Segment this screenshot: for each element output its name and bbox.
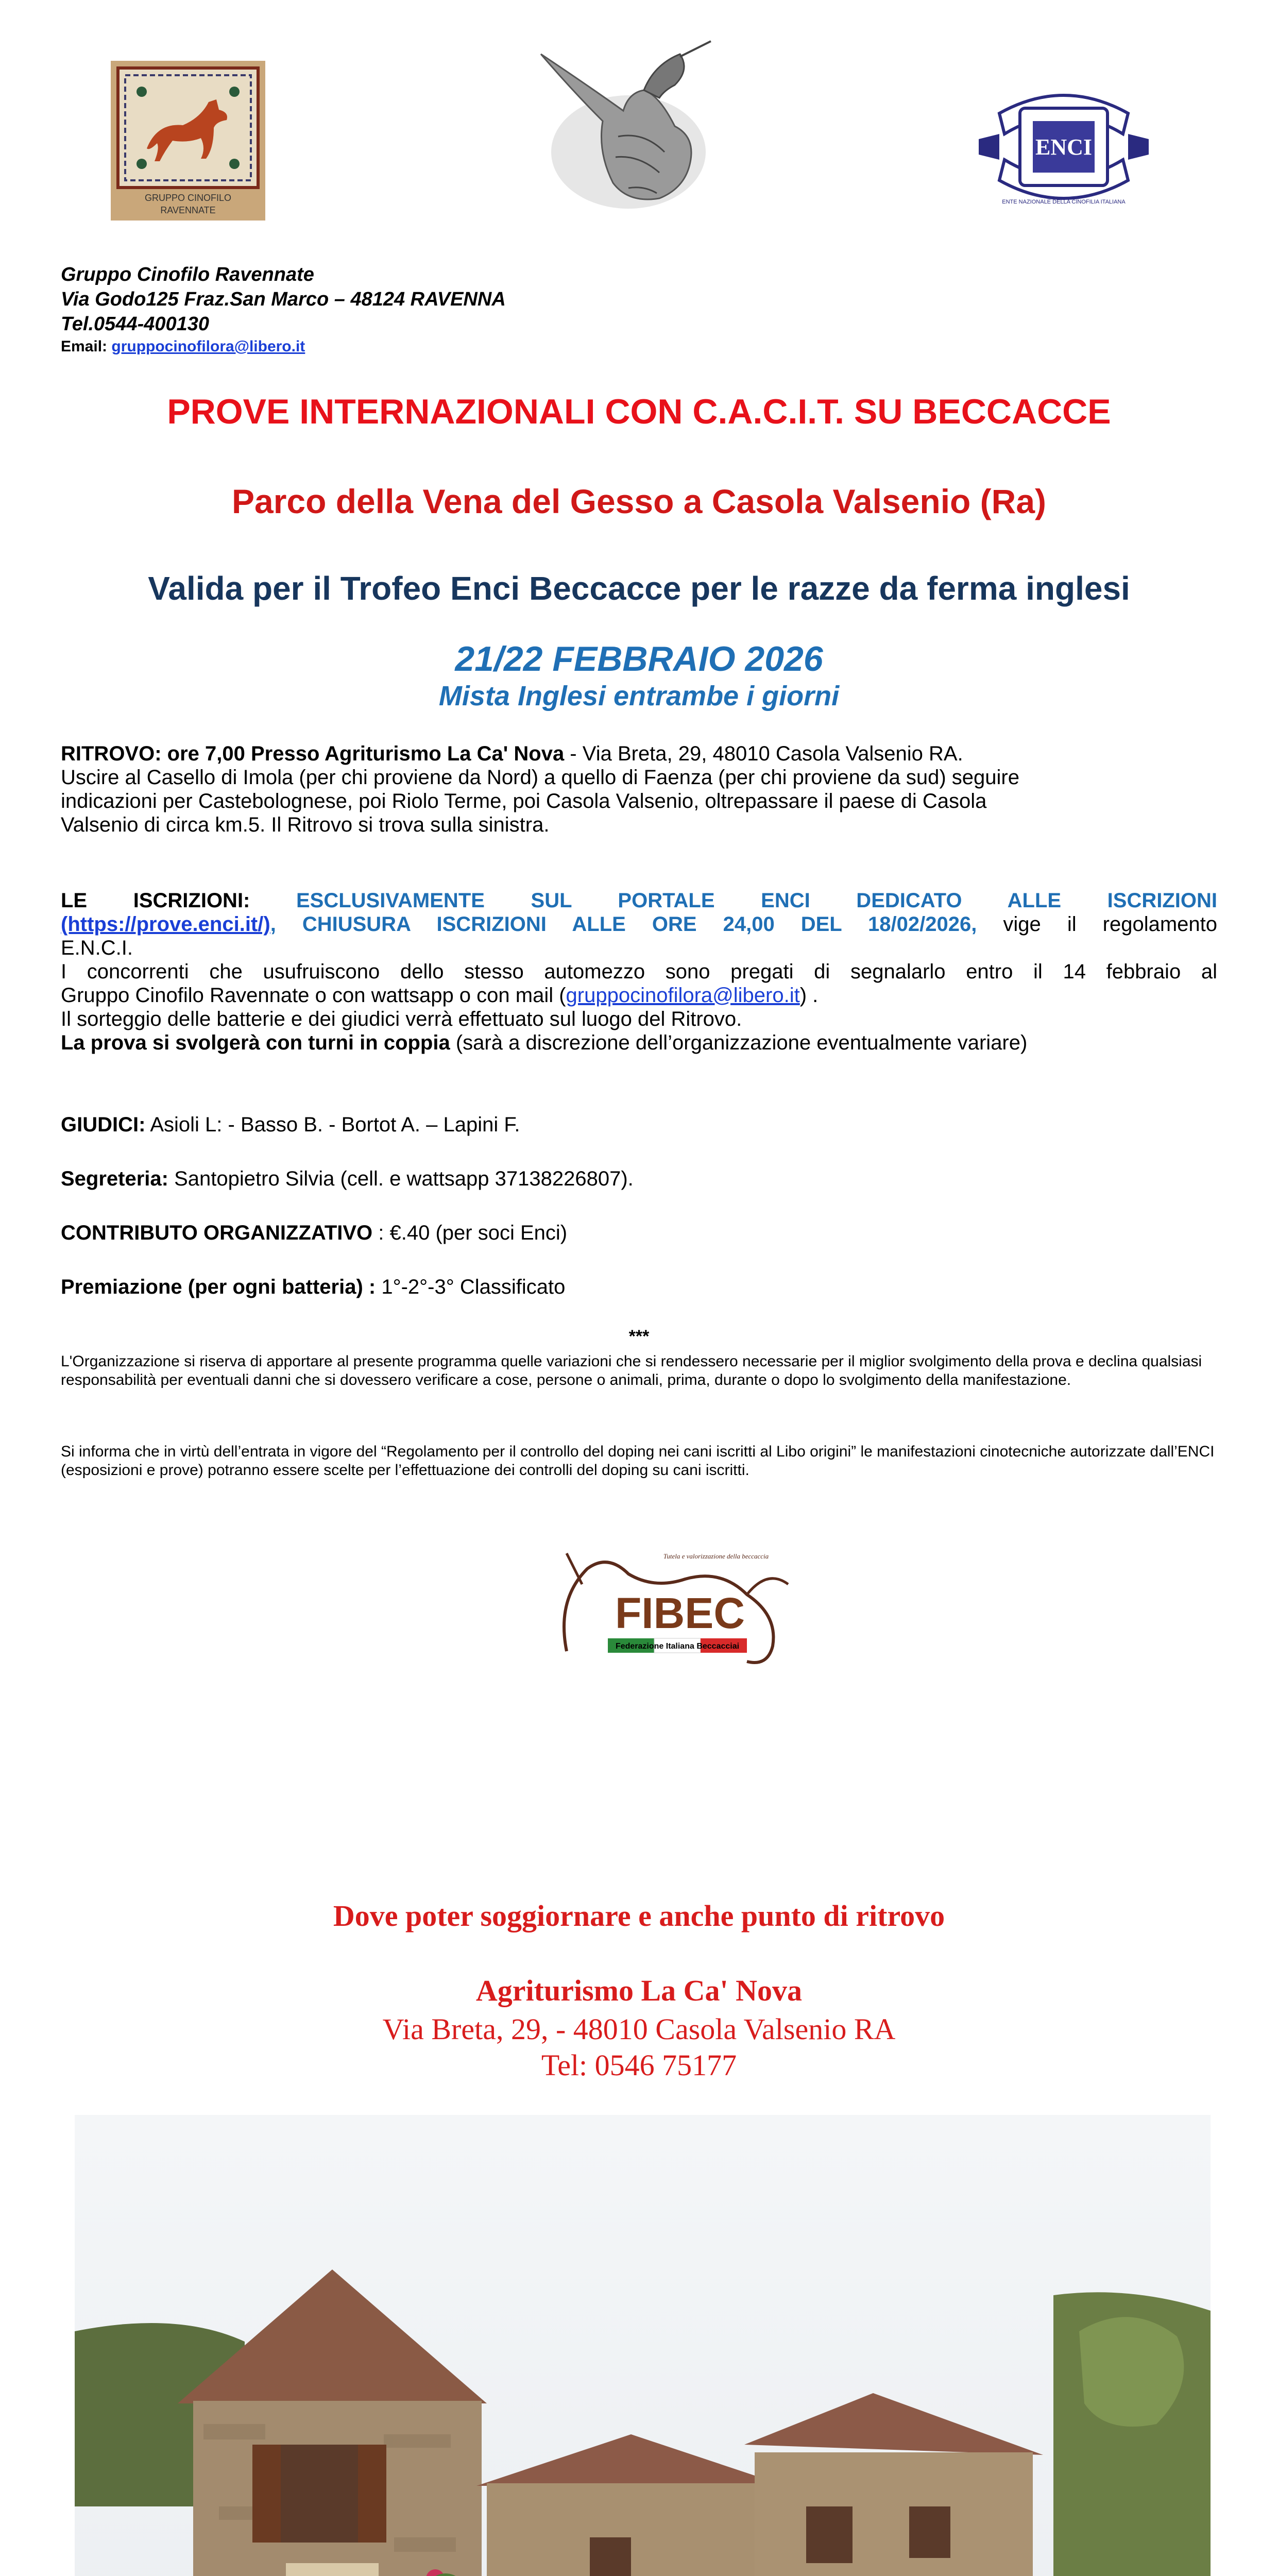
premiazione-value: 1°-2°-3° Classificato <box>376 1276 566 1298</box>
stay-address: Via Breta, 29, - 48010 Casola Valsenio RA <box>382 2012 896 2046</box>
event-title: PROVE INTERNAZIONALI CON C.A.C.I.T. SU BECCACCE <box>167 392 1111 431</box>
event-date-sub: Mista Inglesi entrambe i giorni <box>438 681 840 711</box>
location-title: Parco della Vena del Gesso a Casola Valsenio (Ra) <box>231 482 1047 520</box>
org-tel: Tel.0544-400130 <box>61 313 210 335</box>
stay-tel: Tel: 0546 75177 <box>541 2048 737 2082</box>
segreteria-value: Santopietro Silvia (cell. e wattsapp 37138226807). <box>168 1167 634 1190</box>
event-date: 21/22 FEBBRAIO 2026 <box>455 639 823 679</box>
separator: *** <box>628 1327 650 1346</box>
enci-logo-ribbon: ENTE NAZIONALE DELLA CINOFILIA ITALIANA <box>1002 199 1126 205</box>
ritrovo-line-4: Valsenio di circa km.5. Il Ritrovo si trova sulla sinistra. <box>61 814 550 836</box>
org-email <box>61 338 305 355</box>
ritrovo-block <box>61 742 1217 837</box>
enci-logo-text: ENCI <box>1035 134 1093 160</box>
ritrovo-address: - Via Breta, 29, 48010 Casola Valsenio RA. <box>564 742 963 765</box>
contributo-value: : €.40 (per soci Enci) <box>372 1222 568 1244</box>
iscrizioni-email-link[interactable]: gruppocinofilora@libero.it <box>566 984 800 1007</box>
iscrizioni-line-1 <box>61 889 1217 912</box>
segreteria-label: Segreteria: <box>61 1167 168 1190</box>
disclaimer-doping: Si informa che in virtù dell’entrata in vigore del “Regolamento per il controllo del doping nei cani iscritti al Libo origini” le manifestazioni cinotecniche autorizzate dall’ENCI (esposizioni e prove) potranno essere scelte per l’effettuazione dei controlli del doping su cani iscritti. <box>61 1443 1215 1479</box>
iscrizioni-line-4: I concorrenti che usufruiscono dello stesso automezzo sono pregati di segnalarlo entro il 14 febbraio al <box>61 960 1217 983</box>
disclaimer-organization: L'Organizzazione si riserva di apportare al presente programma quelle variazioni che si rendessero necessarie per il miglior svolgimento della prova e declina qualsiasi responsabilità per eventuali danni che si dovessero verificare a cose, persone o animali, prima, durante o dopo lo svolgimento della manifestazione. <box>61 1353 1202 1388</box>
ritrovo-label: RITROVO: ore 7,00 Presso Agriturismo La Ca' Nova <box>61 742 565 765</box>
ritrovo-line-2: Uscire al Casello di Imola (per chi proviene da Nord) a quello di Faenza (per chi proviene da sud) seguire <box>61 766 1019 789</box>
enci-logo <box>968 77 1159 216</box>
fibec-top-note: Tutela e valorizzazione della beccaccia <box>663 1552 769 1560</box>
premiazione-line <box>61 1275 1217 1299</box>
iscrizioni-line-2 <box>61 912 1217 936</box>
giudici-value: Asioli L: - Basso B. - Bortot A. – Lapini F. <box>145 1113 520 1136</box>
stay-heading: Dove poter soggiornare e anche punto di ritrovo <box>333 1899 945 1933</box>
org-name: Gruppo Cinofilo Ravennate <box>61 264 314 285</box>
turni-note: (sarà a discrezione dell’organizzazione eventualmente variare) <box>450 1031 1028 1054</box>
iscrizioni-line-5a: Gruppo Cinofilo Ravennate o con wattsapp o con mail ( <box>61 984 566 1007</box>
giudici-line <box>61 1113 1217 1137</box>
iscrizioni-label: LE ISCRIZIONI: <box>61 889 250 912</box>
iscrizioni-tail: vige il regolamento <box>977 913 1218 936</box>
iscrizioni-line-5 <box>61 984 1217 1007</box>
gcr-logo <box>111 61 265 221</box>
contributo-label: CONTRIBUTO ORGANIZZATIVO <box>61 1222 373 1244</box>
iscrizioni-block <box>61 889 1217 1055</box>
gcr-logo-caption-2: RAVENNATE <box>160 205 216 215</box>
woodcock-drawing <box>525 33 716 229</box>
ritrovo-line-3: indicazioni per Castebolognese, poi Riolo Terme, poi Casola Valsenio, oltrepassare il paese di Casola <box>61 790 987 812</box>
gcr-logo-caption-1: GRUPPO CINOFILO <box>144 193 232 203</box>
fibec-text: FIBEC <box>615 1589 745 1637</box>
iscrizioni-line-3: E.N.C.I. <box>61 937 133 959</box>
iscrizioni-portal: ESCLUSIVAMENTE SUL PORTALE ENCI DEDICATO ALLE ISCRIZIONI <box>250 889 1217 912</box>
segreteria-line <box>61 1167 1217 1191</box>
agriturismo-exterior-photo <box>75 2115 1211 2576</box>
org-email-link[interactable]: gruppocinofilora@libero.it <box>111 338 305 355</box>
giudici-label: GIUDICI: <box>61 1113 146 1136</box>
iscrizioni-line-7 <box>61 1031 1217 1055</box>
fibec-logo <box>551 1538 809 1672</box>
fibec-tagline: Federazione Italiana Beccacciai <box>615 1642 740 1651</box>
premiazione-label: Premiazione (per ogni batteria) : <box>61 1276 376 1298</box>
turni-label: La prova si svolgerà con turni in coppia <box>61 1031 450 1054</box>
stay-name: Agriturismo La Ca' Nova <box>475 1974 803 2007</box>
enci-portal-link[interactable]: (https://prove.enci.it/) <box>61 913 270 936</box>
org-address: Via Godo125 Fraz.San Marco – 48124 RAVENNA <box>61 289 506 310</box>
ritrovo-line-1 <box>61 742 1217 766</box>
org-email-label: Email: <box>61 338 108 355</box>
iscrizioni-line-5b: ) . <box>799 984 819 1007</box>
iscrizioni-line-6: Il sorteggio delle batterie e dei giudici verrà effettuato sul luogo del Ritrovo. <box>61 1008 742 1030</box>
trophy-line: Valida per il Trofeo Enci Beccacce per le razze da ferma inglesi <box>148 570 1130 607</box>
iscrizioni-deadline: , CHIUSURA ISCRIZIONI ALLE ORE 24,00 DEL 18/02/2026, <box>270 913 977 936</box>
contributo-line <box>61 1221 1217 1245</box>
